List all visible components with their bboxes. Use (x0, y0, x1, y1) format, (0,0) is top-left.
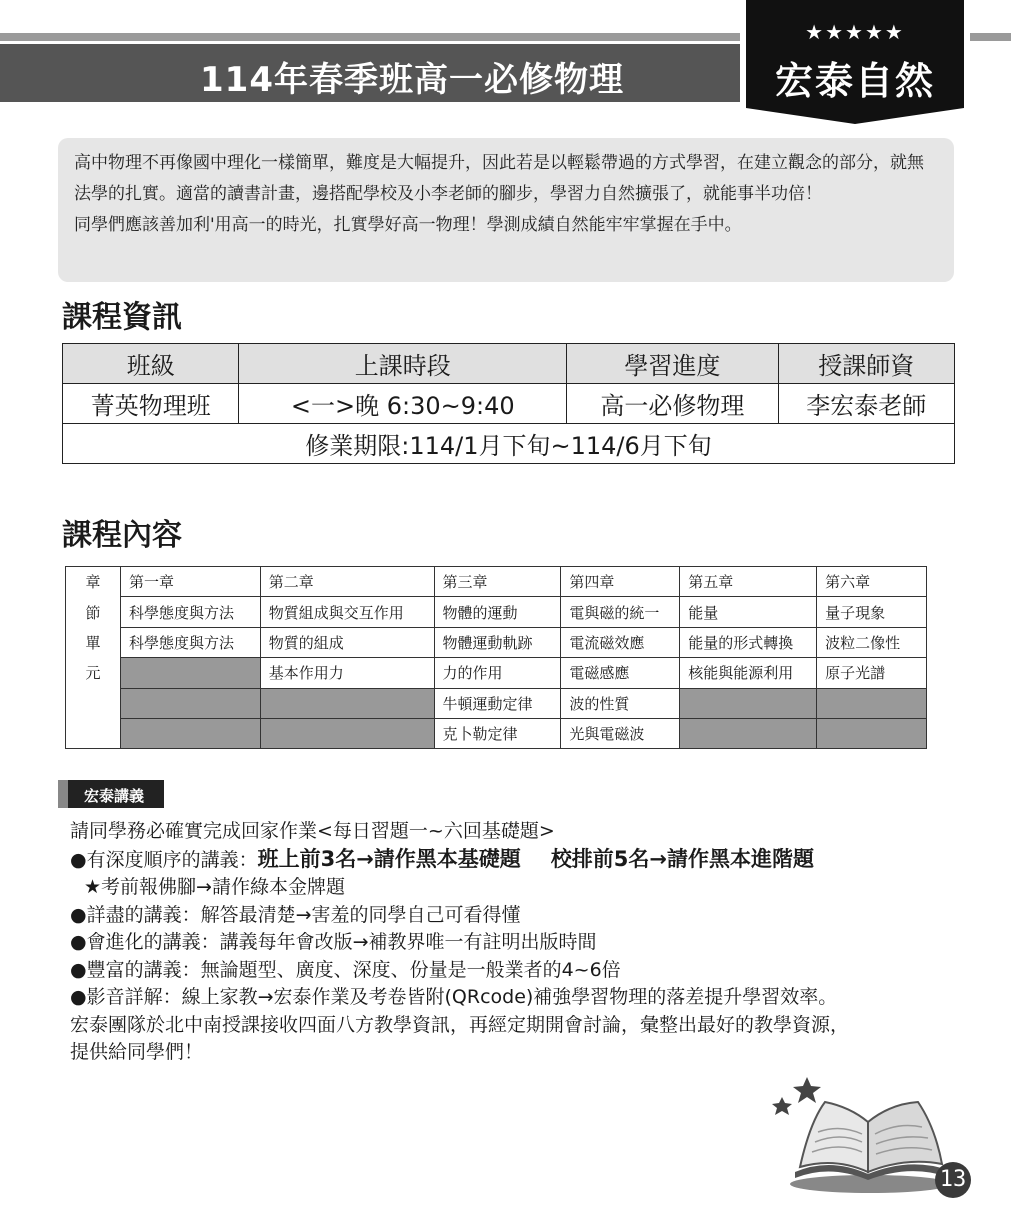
table-cell: 核能與能源利用 (680, 658, 817, 688)
course-info-heading: 課程資訊 (62, 300, 182, 335)
intro-paragraph: 同學們應該善加利'用高一的時光，扎實學好高一物理！學測成績自然能牢牢掌握在手中。 (74, 215, 742, 235)
header-cell: 上課時段 (239, 344, 567, 384)
table-cell: 波的性質 (561, 688, 680, 718)
table-row (66, 597, 927, 627)
table-cell-empty (120, 688, 260, 718)
side-label: 元 (66, 658, 121, 688)
table-cell: 能量 (680, 597, 817, 627)
title-band (0, 44, 740, 102)
table-cell: 科學態度與方法 (120, 597, 260, 627)
note-bold: 班上前3名→請作黑本基礎題 (257, 846, 521, 871)
star-icon (772, 1097, 792, 1115)
table-cell: 第二章 (260, 567, 434, 597)
table-cell: 李宏泰老師 (778, 384, 954, 424)
table-cell: 第六章 (817, 567, 927, 597)
table-cell-empty (817, 688, 927, 718)
brand-badge (740, 0, 970, 130)
table-cell: 物體運動軌跡 (434, 627, 561, 657)
note-line: ●影音詳解：線上家教→宏泰作業及考卷皆附(QRcode)補強學習物理的落差提升學習效率。 (70, 986, 838, 1008)
note-bold: 校排前5名→請作黑本進階題 (550, 846, 815, 871)
table-cell: 牛頓運動定律 (434, 688, 561, 718)
side-label: 單 (66, 627, 121, 657)
note-line: 請同學務必確實完成回家作業<每日習題一~六回基礎題> (70, 820, 555, 842)
table-cell-empty (120, 718, 260, 748)
table-cell: 原子光譜 (817, 658, 927, 688)
course-content-table (65, 566, 927, 749)
table-cell: 電磁感應 (561, 658, 680, 688)
table-cell: 物質的組成 (260, 627, 434, 657)
brand-stars: ★★★★★ (805, 20, 905, 44)
note-line-ranking (70, 846, 970, 875)
table-row (63, 344, 955, 384)
table-cell-empty (680, 688, 817, 718)
table-row (66, 567, 927, 597)
table-cell: 第五章 (680, 567, 817, 597)
table-cell-empty (260, 718, 434, 748)
side-label: 章 (66, 567, 121, 597)
table-cell: 光與電磁波 (561, 718, 680, 748)
table-cell: 第一章 (120, 567, 260, 597)
intro-box (58, 138, 954, 282)
table-row (63, 424, 955, 464)
note-line: ●詳盡的講義：解答最清楚→害羞的同學自己可看得懂 (70, 903, 521, 926)
table-cell: 物體的運動 (434, 597, 561, 627)
brand-name: 宏泰自然 (774, 59, 935, 103)
course-period: 修業期限:114/1月下旬~114/6月下旬 (63, 424, 955, 464)
table-cell: 高一必修物理 (567, 384, 778, 424)
table-cell: 物質組成與交互作用 (260, 597, 434, 627)
table-cell: 能量的形式轉換 (680, 627, 817, 657)
table-cell: 克卜勒定律 (434, 718, 561, 748)
table-cell-empty (817, 718, 927, 748)
notes-block (70, 818, 970, 1067)
page-number: 13 (935, 1162, 971, 1198)
table-cell: <一>晚 6:30~9:40 (239, 384, 567, 424)
table-cell: 量子現象 (817, 597, 927, 627)
table-cell: 力的作用 (434, 658, 561, 688)
table-row (66, 658, 927, 688)
intro-paragraph: 高中物理不再像國中理化一樣簡單，難度是大幅提升，因此若是以輕鬆帶過的方式學習，在建立觀念的部分，就無法學的扎實。適當的讀書計畫，邊搭配學校及小李老師的腳步，學習力自然擴張了，就能事半功倍！ (74, 153, 924, 204)
table-cell: 電流磁效應 (561, 627, 680, 657)
table-cell-empty (680, 718, 817, 748)
table-cell-empty (260, 688, 434, 718)
table-row (66, 627, 927, 657)
course-content-heading: 課程內容 (62, 518, 182, 553)
header-cell: 學習進度 (567, 344, 778, 384)
table-row (66, 718, 927, 748)
table-cell: 第三章 (434, 567, 561, 597)
side-label (66, 718, 121, 748)
note-line: 提供給同學們！ (70, 1041, 204, 1063)
table-cell: 菁英物理班 (63, 384, 239, 424)
table-cell-empty (120, 658, 260, 688)
table-cell: 波粒二像性 (817, 627, 927, 657)
star-icon (793, 1077, 821, 1103)
table-cell: 基本作用力 (260, 658, 434, 688)
side-label (66, 688, 121, 718)
page-title: 114年春季班高一必修物理 (200, 60, 624, 100)
table-row (66, 688, 927, 718)
side-label: 節 (66, 597, 121, 627)
note-prefix: ●有深度順序的講義： (70, 848, 258, 871)
course-info-table (62, 343, 955, 464)
table-cell: 科學態度與方法 (120, 627, 260, 657)
note-line: ★考前報佛腳→請作綠本金牌題 (84, 876, 345, 898)
table-row (63, 384, 955, 424)
header-cell: 班級 (63, 344, 239, 384)
note-line: 宏泰團隊於北中南授課接收四面八方教學資訊，再經定期開會討論，彙整出最好的教學資源， (70, 1013, 850, 1036)
note-line: ●會進化的講義：講義每年會改版→補教界唯一有註明出版時間 (70, 931, 597, 953)
note-line: ●豐富的講義：無論題型、廣度、深度、份量是一般業者的4~6倍 (70, 958, 621, 981)
table-cell: 電與磁的統一 (561, 597, 680, 627)
notes-tag: 宏泰講義 (58, 780, 164, 808)
table-cell: 第四章 (561, 567, 680, 597)
header-cell: 授課師資 (778, 344, 954, 384)
